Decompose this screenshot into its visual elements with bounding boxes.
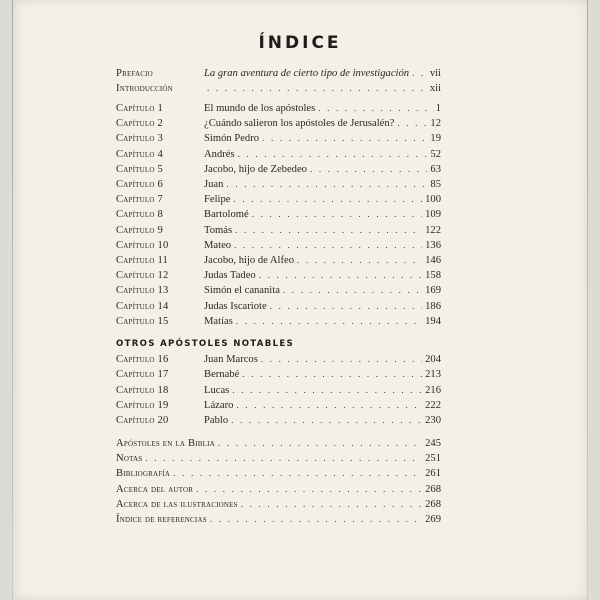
entry-title: Matías xyxy=(204,315,233,327)
section-heading-otros-apostoles: OTROS APÓSTOLES NOTABLES xyxy=(116,339,295,349)
toc-entry-back xyxy=(116,436,441,451)
toc-entry-chapter xyxy=(116,131,441,146)
toc-entry-chapter xyxy=(116,314,441,329)
toc-entry-chapter xyxy=(116,352,441,367)
entry-page-number: 194 xyxy=(425,315,441,327)
entry-page-number: 204 xyxy=(425,354,441,365)
toc-entry-chapter xyxy=(116,299,441,314)
entry-page-number: 158 xyxy=(425,270,441,282)
entry-page-number: xii xyxy=(429,83,441,94)
entry-title: Pablo xyxy=(204,415,229,427)
toc-entry-back xyxy=(116,497,441,512)
entry-title: Judas Tadeo xyxy=(204,270,256,282)
entry-label: Capítulo 3 xyxy=(116,133,163,145)
dot-leader xyxy=(318,101,432,115)
entry-label: Capítulo 1 xyxy=(116,103,163,114)
entry-title: Lucas xyxy=(204,384,230,396)
entry-title: Andrés xyxy=(204,148,235,160)
entry-page-number: 261 xyxy=(425,468,441,480)
entry-page-number: 245 xyxy=(425,438,441,449)
dot-leader xyxy=(270,299,422,313)
entry-page-number: 1 xyxy=(435,103,441,114)
toc-entry-chapter xyxy=(116,268,441,283)
entry-label: Capítulo 17 xyxy=(116,369,169,381)
dot-leader xyxy=(259,268,422,282)
toc-entry-chapter xyxy=(116,116,441,131)
entry-title: Simón el cananita xyxy=(204,285,280,297)
dot-leader xyxy=(231,413,422,427)
dot-leader xyxy=(232,383,422,397)
dot-leader xyxy=(218,436,422,450)
entry-title: Juan xyxy=(204,179,224,190)
entry-page-number: 269 xyxy=(425,514,441,525)
entry-label: Capítulo 6 xyxy=(116,179,163,190)
entry-label: Capítulo 9 xyxy=(116,224,163,236)
entry-title: ¿Cuándo salieron los apóstoles de Jerusalén? xyxy=(204,118,395,130)
entry-page-number: 216 xyxy=(425,384,441,396)
entry-page-number: 85 xyxy=(430,179,441,190)
dot-leader xyxy=(261,352,422,366)
entry-label: Introducción xyxy=(116,83,173,94)
toc-entry-chapter xyxy=(116,413,441,428)
dot-leader xyxy=(310,162,427,176)
dot-leader xyxy=(241,497,422,511)
entry-title: Lázaro xyxy=(204,399,234,411)
entry-label: Capítulo 12 xyxy=(116,270,169,282)
entry-title: Simón Pedro xyxy=(204,133,260,145)
toc-entry-chapter xyxy=(116,383,441,398)
entry-title: Jacobo, hijo de Alfeo xyxy=(204,255,295,266)
entry-label: Capítulo 7 xyxy=(116,194,163,206)
entry-page-number: 100 xyxy=(425,194,441,206)
entry-title: Apóstoles en la Biblia xyxy=(116,438,215,449)
entry-title: Mateo xyxy=(204,239,232,251)
page-edge-left xyxy=(12,0,13,600)
dot-leader xyxy=(210,512,422,526)
toc-entry-front xyxy=(116,66,441,81)
toc-entry-back xyxy=(116,466,441,481)
dot-leader xyxy=(233,192,422,206)
entry-page-number: 19 xyxy=(430,133,441,145)
entry-title: La gran aventura de cierto tipo de investigación xyxy=(204,68,410,79)
entry-page-number: 122 xyxy=(425,224,441,236)
entry-label: Capítulo 15 xyxy=(116,315,169,327)
entry-page-number: 186 xyxy=(425,300,441,312)
entry-title: Acerca del autor xyxy=(116,483,194,495)
entry-label: Capítulo 11 xyxy=(116,255,169,266)
entry-label: Capítulo 13 xyxy=(116,285,169,297)
toc-entry-chapter xyxy=(116,283,441,298)
entry-page-number: 109 xyxy=(425,209,441,221)
entry-label: Capítulo 2 xyxy=(116,118,163,130)
entry-page-number: 12 xyxy=(430,118,441,130)
dot-leader xyxy=(242,367,422,381)
entry-title: Bibliografía xyxy=(116,468,171,480)
dot-leader xyxy=(145,451,422,465)
entry-title: El mundo de los apóstoles xyxy=(204,103,316,114)
entry-page-number: 251 xyxy=(425,453,441,465)
entry-page-number: 268 xyxy=(425,483,441,495)
dot-leader xyxy=(283,283,422,297)
entry-title: Tomás xyxy=(204,224,233,236)
toc-entry-back xyxy=(116,451,441,466)
entry-page-number: 169 xyxy=(425,285,441,297)
entry-label: Capítulo 8 xyxy=(116,209,163,221)
entry-title: Índice de referencias xyxy=(116,514,207,525)
toc-entry-chapter xyxy=(116,238,441,253)
entry-label: Capítulo 20 xyxy=(116,415,169,427)
dot-leader xyxy=(207,81,427,95)
dot-leader xyxy=(234,238,422,252)
toc-entry-chapter xyxy=(116,398,441,413)
toc-entry-chapter xyxy=(116,147,441,162)
entry-page-number: 63 xyxy=(430,163,441,175)
toc-entry-chapter xyxy=(116,101,441,116)
entry-label: Capítulo 19 xyxy=(116,399,169,411)
entry-title: Jacobo, hijo de Zebedeo xyxy=(204,163,307,175)
page-edge-right xyxy=(587,0,588,600)
toc-entry-chapter xyxy=(116,207,441,222)
entry-page-number: 146 xyxy=(425,255,441,266)
entry-page-number: 230 xyxy=(425,415,441,427)
dot-leader xyxy=(297,253,422,267)
entry-title: Acerca de las ilustraciones xyxy=(116,498,238,510)
toc-entry-back xyxy=(116,512,441,527)
entry-title: Bernabé xyxy=(204,369,240,381)
toc-entry-chapter xyxy=(116,192,441,207)
entry-label: Capítulo 4 xyxy=(116,148,163,160)
entry-title: Judas Iscariote xyxy=(204,300,267,312)
entry-page-number: 213 xyxy=(425,369,441,381)
toc-entry-chapter xyxy=(116,223,441,238)
entry-page-number: 222 xyxy=(425,399,441,411)
dot-leader xyxy=(412,66,427,80)
dot-leader xyxy=(235,223,422,237)
toc-entry-chapter xyxy=(116,177,441,192)
dot-leader xyxy=(236,314,422,328)
entry-title: Notas xyxy=(116,453,143,465)
dot-leader xyxy=(252,207,422,221)
dot-leader xyxy=(196,482,422,496)
entry-page-number: 136 xyxy=(425,239,441,251)
dot-leader xyxy=(226,177,427,191)
entry-page-number: 268 xyxy=(425,498,441,510)
entry-label: Capítulo 10 xyxy=(116,239,169,251)
entry-label: Capítulo 18 xyxy=(116,384,169,396)
entry-page-number: 52 xyxy=(430,148,441,160)
dot-leader xyxy=(397,116,427,130)
toc-entry-chapter xyxy=(116,162,441,177)
entry-title: Bartolomé xyxy=(204,209,249,221)
page-title: ÍNDICE xyxy=(258,33,342,53)
entry-label: Prefacio xyxy=(116,68,153,79)
entry-label: Capítulo 16 xyxy=(116,354,169,365)
dot-leader xyxy=(238,147,428,161)
dot-leader xyxy=(173,466,422,480)
toc-entry-chapter xyxy=(116,253,441,268)
dot-leader xyxy=(236,398,422,412)
toc-entry-chapter xyxy=(116,367,441,382)
dot-leader xyxy=(262,131,427,145)
entry-page-number: vii xyxy=(429,68,441,79)
entry-title: Juan Marcos xyxy=(204,354,258,365)
entry-label: Capítulo 5 xyxy=(116,163,163,175)
toc-entry-front xyxy=(116,81,441,96)
toc-entry-back xyxy=(116,482,441,497)
entry-label: Capítulo 14 xyxy=(116,300,169,312)
entry-title: Felipe xyxy=(204,194,231,206)
